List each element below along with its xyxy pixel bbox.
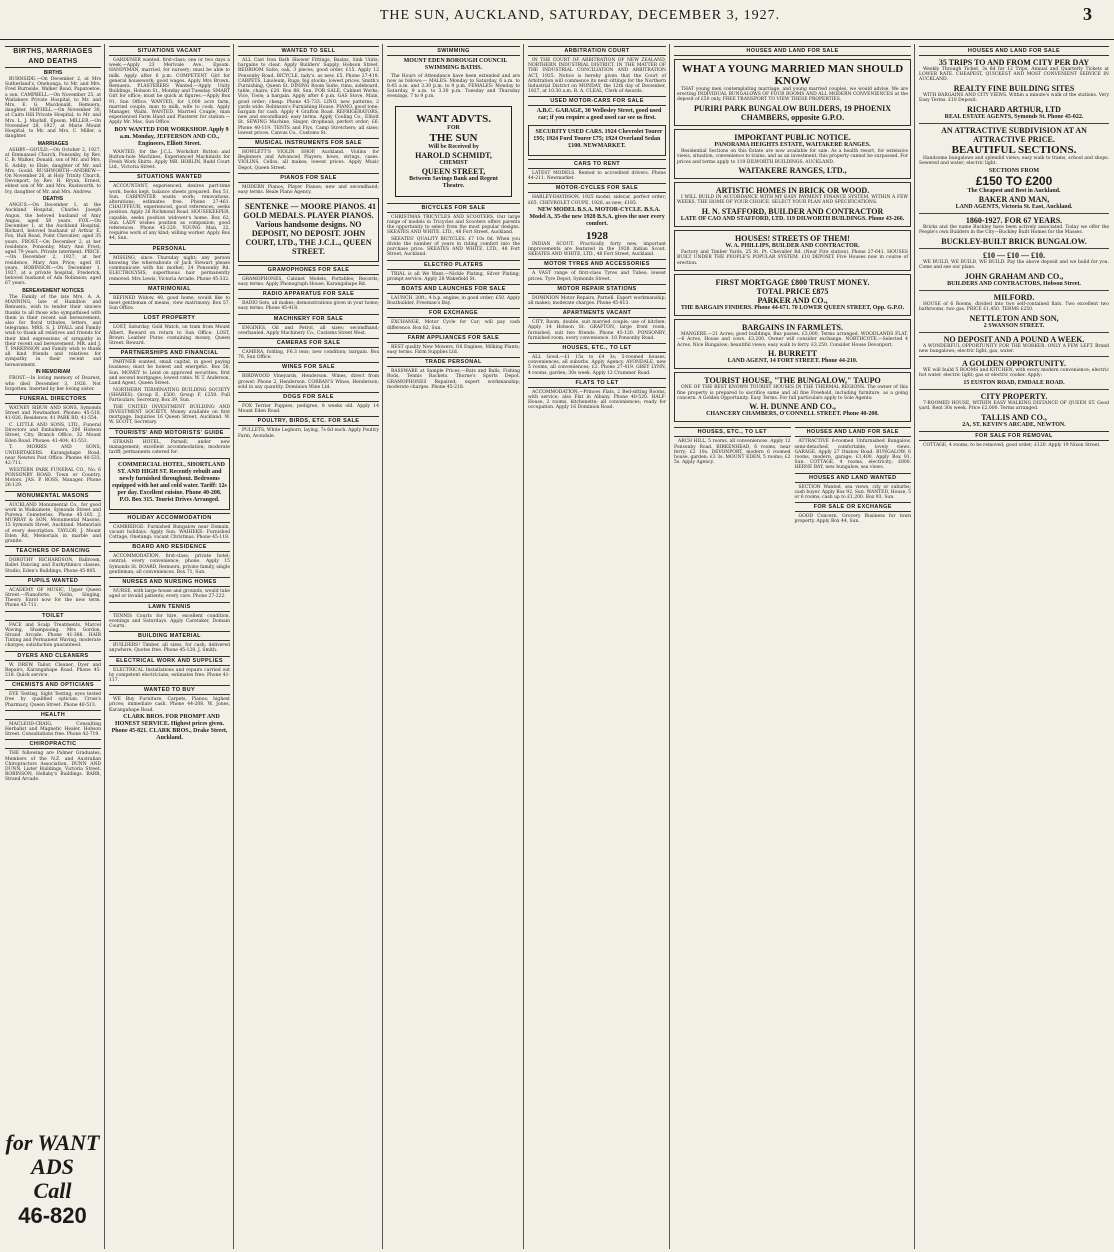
section-heading: BUILDING MATERIAL — [109, 631, 230, 641]
births-text: BURNSIDE.—On December 2, at Mrs Sutherland's, Onehunga, to Mr. and Mrs. Fred Burnside, Walker Road, Papatoetoe, a son. CAMPBELL.—On November 25, at Waitakere Private Hospital, to Mr. and Mrs. E. G. Macdonald, Remuera, daughter. MAYHILL.—On November 30, at Cairn Hill Private Hospital, to Mr. and Mrs. L. J. Mayhill, Epsom. MILLER.—On November 28, 1927, at Marie Mount Hospital, to Mr. and Mrs. C. Miller, a daughter. — [5, 77, 101, 140]
classified-ad: PARTNER wanted, small capital, in good paying business; must be honest and energetic. Box 58, Sun. MONEY to Lend on approved securities, first and second mortgages; lowest rates. W. T. Anderson, Land Agent, Queen Street. — [109, 360, 230, 386]
section-heading: POULTRY, BIRDS, ETC. FOR SALE — [238, 416, 379, 426]
column-6 — [671, 44, 915, 1249]
section-heading: ELECTRICAL WORK AND SUPPLIES — [109, 656, 230, 666]
display-ad: MOUNT EDEN BOROUGH COUNCIL SWIMMING BATHS. — [403, 58, 508, 71]
display-headline: BARGAINS IN FARMLETS. — [742, 323, 843, 333]
classified-ad: CHRISTMAS TRICYCLES AND SCOOTERS. Our large range of models in Tricycles and Scooters offers parents the opportunity to select from the most popular designs. SKEATES AND WHITE, LTD., 48 Fort Street, Auckland. — [387, 214, 520, 236]
display-ad: BUILDERS AND CONTRACTORS, Hobson Street. — [947, 280, 1081, 287]
classified-ad: DOROTHY RICHARDSON, Ballroom, Ballet Dancing and Eurhythmics classes, Studio, Eden's Buildings. Phone 45-805. — [5, 558, 101, 574]
section-heading: HOUSES AND LAND FOR SALE — [674, 46, 911, 56]
classified-ad: INDIAN SCOUT. Practically forty new, important improvements are featured in the 1928 Indian Scout. SKEATES AND WHITE, LTD., 48 Fort Street, Auckland. — [528, 241, 666, 258]
display-ad: SECURITY USED CARS. 1924 Chevrolet Tourer £95; 1924 Ford Tourer £75; 1924 Overland Sedan £100. NEWMARKET. — [533, 129, 663, 150]
section-heading: HOUSES AND LAND FOR SALE — [919, 46, 1109, 56]
classified-ad: Handsome bungalows and splendid views; easy walk to trams, school and shops. Sewered and water; electric light. — [919, 156, 1109, 167]
want-ads-logo-line3: Call — [33, 1178, 72, 1203]
section-heading: RADIO APPARATUS FOR SALE — [238, 289, 379, 299]
section-heading: TOURISTS' AND MOTORISTS' GUIDE — [109, 428, 230, 438]
classified-ad: CAMERA, folding, F6.3 lens; new condition; bargain. Box 76, Sun Office. — [238, 349, 379, 361]
want-ads-logo-line1: for WANT — [5, 1130, 100, 1155]
column-5 — [525, 44, 670, 1249]
display-ad: SECTIONS FROM — [988, 167, 1040, 174]
display-headline: ARTISTIC HOMES IN BRICK OR WOOD. — [715, 186, 870, 196]
divider — [919, 290, 1109, 291]
classified-ad: GARDENER wanted, first-class; one or two days a week.—Apply 23 Merivale Ave., Epsom. HANDYMAN, married, for nursery; must be able to milk. Apply after 6 p.m. COMPETENT Girl for general housework; good wages. Apply Mrs Brown, Remuera. PLASTERERS Wanted.—Apply Unity Buildings, Hobson St., Monday and Tuesday. SMART Girl for office; must be quick at figures.—Apply Box 91, Sun Office. WANTED, for 1,000 acre farm, married couple, man to milk, wife to cook. Apply Manager, Waihi. WANTED, Married Couple, man experienced Farm Hand and Plasterer for station.—Apply Mr. Mac, Sun Office. — [109, 58, 230, 126]
want-advts-title: WANT ADVTS. — [416, 112, 491, 125]
section-heading: DOGS FOR SALE — [238, 392, 379, 402]
classified-ad: HOUSE of 6 Rooms, divided into two self-contained flats. Two excellent two bathrooms, two gas. PRICE £1,450. TERMS £250. — [919, 301, 1109, 312]
page-number: 3 — [1083, 4, 1092, 24]
classified-ad: HARLEY-DAVIDSON, 1925 model, sidecar, perfect order; £65. CHEVROLET COUPE, 1926, as new; £185. — [528, 195, 666, 206]
funeral-ad: T. MORRIS AND SONS, UNDERTAKERS. Karangahape Road, near Newton Post Office. Phones 40-533, 42-711. — [5, 445, 101, 466]
display-ad: The Cheapest and Best in Auckland. — [967, 187, 1061, 194]
classified-ad: EYE Testing, Sight Testing; eyes tested free by qualified optician. Cross's Pharmacy, Queen Street. Phone 40-513. — [5, 692, 101, 708]
classified-ad: WANTED, for the J.C.L. Workshirt Button and Button-hole Machines, Experienced Machinists for Fresh Work Shirts. Apply MR. HOBLIN, Rudd Court Ltd., Victoria Street. — [109, 149, 230, 171]
section-heading: FOR SALE FOR REMOVAL — [919, 431, 1109, 441]
section-heading: FUNERAL DIRECTORS — [5, 394, 101, 404]
section-heading: PARTNERSHIPS AND FINANCIAL — [109, 348, 230, 358]
want-advts-paper: THE SUN — [429, 131, 478, 144]
classified-ad: CAMBRIDGE: Furnished Bungalow near Domain, vacant holidays. Apply Sun. WAIHEKE: Furnished Cottage, Onetangi; vacant Christmas. Phone 45-118. — [109, 524, 230, 541]
classified-ad: Bricks and the name Buckley have been actively associated. Today we offer the People's own Builders in the City—Buckley Built Homes for the Masses. — [919, 224, 1109, 236]
subheading-memoriam: IN MEMORIAM — [35, 369, 71, 376]
display-headline: MILFORD. — [993, 292, 1035, 302]
section-heading: FOR EXCHANGE — [387, 308, 520, 318]
classified-ad: ARCH HILL, 5 rooms, all conveniences. Apply 12 Ponsonby Road. BIRKENHEAD, 6 rooms, near ferry; £2 10s. DEVONPORT, modern 6 roomed house, garden; £3 3s. MOUNT EDEN, 5 rooms; £2 5s. Apply Agency. — [674, 439, 791, 466]
display-headline: REALTY FINE BUILDING SITES — [953, 84, 1075, 94]
display-ad: BAKER AND MAN, — [978, 194, 1050, 204]
section-heading: HOUSES, ETC., TO LET — [674, 427, 791, 437]
display-ad: JOHN GRAHAM AND CO., — [964, 271, 1064, 281]
indian-year: 1928 — [586, 229, 608, 242]
display-ad: NEW MODEL B.S.A. MOTOR-CYCLE. B.S.A. Model A, 35-the new 1928 B.S.A. gives the user every comfort. — [529, 207, 665, 228]
classified-ad: SECTION Wanted, sea views, city or suburbs; cash buyer. Apply Box 92, Sun. WANTED, House, 5 or 6 rooms; cash up to £1,200. Box 93, Sun. — [794, 484, 911, 501]
classified-ad: THAT young men contemplating marriage, and young married couples, we would advise. We are erecting INDIVIDUAL BUNGALOWS OF FOUR ROOMS AND ALL MODERN CONVENIENCES at the deposit of £50 only. FREE TRANSPORT TO VIEW THESE PROPERTIES. — [677, 87, 908, 103]
classified-ad: HOWLETT'S VIOLIN SHOP, Auckland. Violins for Beginners and Advanced Players; bows, strings, cases. VIOLINS, Cellos, all makes; lowest prices. Apply Music Depot, Queen Street. — [238, 150, 379, 171]
want-advts-for: FOR — [447, 124, 460, 131]
section-heading: HOLIDAY ACCOMMODATION — [109, 513, 230, 523]
display-ad: COMMERCIAL HOTEL, SHORTLAND ST. AND HIGH ST. Recently rebuilt and newly furnished throughout. Bedrooms equipped with hot and cold water. Tariff: 12s per day. Excellent cuisine. Phone 40-208. P.O. Box 315. Tourist Drives Arranged. — [112, 462, 227, 504]
display-headline: 35 TRIPS TO AND FROM CITY PER DAY — [938, 58, 1090, 67]
classified-ad: ACCOMMODATION, first-class; private hotel; central; every convenience; phone. Apply 15 Symonds St. BOARD, Remuera, private family, single gentleman; all conveniences. Box 71, Sun. — [109, 554, 230, 575]
subheading-bereavement: BEREAVEMENT NOTICES — [22, 288, 84, 295]
panorama-ad — [674, 129, 911, 179]
display-headline: FIRST MORTGAGE £800 TRUST MONEY. — [715, 278, 870, 288]
divider — [919, 389, 1109, 390]
section-heading: TEACHERS OF DANCING — [5, 546, 101, 556]
display-ad: A.B.C. GARAGE, 30 Wellesley Street, good used car; if you require a good used car see us first. — [536, 108, 662, 122]
classified-ad: AUCKLAND Monumental Co., for good work in Waikumete, Symonds Street and Purewa Cemeteries. Phone 45-105. J. MURRAY & SON, Monumental Masons, 15 Symonds Street, Auckland. Memorials of every description. TAYLOR, J. Mount Eden Rd, Memorials in marble and granite. — [5, 502, 101, 544]
display-headline: NO DEPOSIT AND A POUND A WEEK. — [943, 334, 1085, 344]
funeral-ad: WATNEY SIBUN AND SONS, Symonds Street and Newmarket. Phones: 45-518, 41-026. Residence, 41 PARK RD, 41-554. — [5, 405, 101, 422]
section-heading: MATRIMONIAL — [109, 284, 230, 294]
section-heading: HEALTH — [5, 710, 101, 720]
display-headline: IMPORTANT PUBLIC NOTICE. — [734, 133, 851, 143]
section-heading: PERSONAL — [109, 244, 230, 254]
section-heading: USED MOTOR-CARS FOR SALE — [528, 96, 666, 106]
section-heading: MUSICAL INSTRUMENTS FOR SALE — [238, 138, 379, 148]
burrett-ad — [674, 319, 911, 369]
classified-ad: Factory and Timber Yards, 25 St. Pt. Chevalier Rd. (Near Fire station). Phone 27-641. HOUSES BUILT UNDER THE PEOPLE'S POPULAR SYSTEM. £10 DEPOSIT. Five Houses now in course of erection. — [677, 250, 908, 266]
classified-ad: MANGERE.—21 Acres; good buildings. Bus passes. £3,000, Terms arranged. WOODLANDS FLAT.—6 Acres, House and cows. £3,200. Owner will consider exchange. NORTHCOTE.—Selected 4 Acres. Nice Bungalow; beautiful views; easy walk to ferry. £3,250. Consider House Devonport. — [677, 332, 908, 348]
classified-ad: STRAND HOTEL, Parnell, under new management; excellent accommodation; moderate tariff; permanents catered for. — [109, 439, 230, 455]
section-heading: HOUSES, ETC., TO LET — [528, 343, 666, 353]
married-man-ad — [674, 59, 911, 126]
classified-ad: PULLETS, White Leghorn, laying, 7s 6d each. Apply Poultry Farm, Avondale. — [238, 428, 379, 439]
classified-ad: ONE OF THE BEST KNOWN TOURIST HOUSES IN THE THERMAL REGIONS. The owner of this fine property is prepared to sacrifice same and all fine Freehold, including furniture, as a going concern. A Golden Opportunity. Easy Terms. For full particulars apply to Sole Agents: — [677, 385, 908, 401]
classified-ad: REFINED Widow, 40, good home, would like to meet gentleman of means, view matrimony. Box 57, Sun Office. — [109, 295, 230, 312]
classified-ad: ACADEMY OF MUSIC, Upper Queen Street.—Pianoforte, Violin, Singing, Theory. Enrol now for the new term. Phone 45-711. — [5, 587, 101, 609]
bereavement-text: The Family of the late Mrs. A. A. MANNING, late of Hamilton and Remuera, wish to tender their sincere thanks to all those who sympathised with them in their recent sad bereavement, also for floral tributes, letters, and telegrams. MRS. S. J. DYALL and Family wish to thank all relatives and friends for their kind expressions of sympathy in their recent sad bereavement. MR. and J. T. PARKINSON and Family wish to thank all kind friends and relatives for sympathy in their recent sad bereavement. — [5, 295, 101, 368]
classified-ad: IN THE COURT OF ARBITRATION OF NEW ZEALAND, NORTHERN INDUSTRIAL DISTRICT. IN THE MATTER OF THE INDUSTRIAL CONCILIATION AND ARBITRATION ACT, 1925. Notice is hereby given that the Court of Arbitration will commence its next sittings for the Northern Industrial District on MONDAY, the 12th day of December, 1927, at 10.30 a.m. R. A. CLEAL, Clerk of Awards. — [528, 58, 666, 95]
classified-ad: RADIO Sets, all makes; demonstrations given in your home; easy terms. Phone 45-418. — [238, 301, 379, 312]
section-heading: WINES FOR SALE — [238, 362, 379, 372]
section-heading: DYERS AND CLEANERS — [5, 651, 101, 661]
classified-ad: The Hours of Attendance have been extended and are now as follows:— MALES: Monday to Saturday, 6 a.m. to 8.45 a.m. and 3.30 p.m. to 9 p.m. FEMALES: Monday to Saturday, 9 a.m. to 3.30 p.m. Tuesday and Thursday evenings, 7 to 9 p.m. — [387, 73, 520, 100]
section-heading: WANTED TO BUY — [109, 685, 230, 695]
classified-ad: COTTAGE, 4 rooms, to be removed; good order; £120. Apply 19 Nixon Street. — [923, 442, 1101, 448]
column-3 — [235, 44, 383, 1249]
classified-ad: NURSE, with large house and grounds, would take aged or invalid patients; every care. Phone 27-222. — [109, 589, 230, 600]
section-heading: CARS TO RENT — [528, 159, 666, 169]
subheading-births: BIRTHS — [43, 70, 63, 76]
classified-ad: ENGINES, Oil and Petrol, all sizes; secondhand; overhauled. Apply Machinery Co., Customs Street West. — [238, 325, 379, 336]
section-heading: APARTMENTS VACANT — [528, 308, 666, 318]
display-ad: 15 EUSTON ROAD, EMDALE ROAD. — [963, 379, 1065, 386]
display-ad: 2A, ST. KEVIN'S ARCADE, NEWTON. — [962, 421, 1066, 428]
section-heading: PIANOS FOR SALE — [238, 173, 379, 183]
classified-ad: ACCOMMODATION.—Princes Flats, 2 Bed-sitting Rooms, with service; also Flat in Albany. Phone 40-520. HALF-House, 2 rooms, kitchenette; all conveniences; ready for occupation. Apply 16 Dominion Road. — [528, 389, 666, 411]
section-heading: SITUATIONS WANTED — [109, 172, 230, 182]
section-heading: BOATS AND LAUNCHES FOR SALE — [387, 284, 520, 294]
classified-ad: WE BUILD, WE BUILD, WE BUILD. Pay the above deposit and we build for you. Come and see our plans. — [919, 259, 1109, 271]
classified-ad: BUILDERS! Timber, all sizes, for cash; delivered anywhere. Quotes free. Phone 45-120. J. Smith. — [109, 643, 230, 654]
classified-ad: FOX Terrier Puppies, pedigree, 8 weeks old. Apply 14 Mount Eden Road. — [238, 404, 379, 415]
section-heading: CAMERAS FOR SALE — [238, 338, 379, 348]
display-ad: LATE OF CAO AND STAFFORD, LTD. 119 DILWORTH BUILDINGS. Phone 43-266. — [680, 216, 905, 223]
classified-ad: WITH BARGAINS AND CITY VIEWS. Within a minute's walk of the stations. Very Easy Terms. £10 Deposit. — [919, 93, 1109, 104]
classified-ad: LAUNCH, 20ft., 4 h.p. engine, in good order; £50. Apply Boatbuilder, Freeman's Bay. — [387, 296, 520, 307]
display-ad: 2 SWANSON STREET. — [983, 322, 1045, 329]
section-heading: FARM APPLIANCES FOR SALE — [387, 333, 520, 343]
classified-ad: MODERN Pianos, Player Pianos; new and secondhand; easy terms. Beale Piano Agency. — [238, 184, 379, 196]
classified-ad: ALL Good.—£1 15s to £4 3s; 5-roomed houses, conveniences, all suburbs. Apply Agency. AVONDALE, new 5 rooms, all conveniences; £2. Phone 27-419. GREY LYNN, 4 rooms, garden; 30s week. Apply 12 Crummer Road. — [528, 354, 666, 376]
display-headline: HOUSES! STREETS OF THEM! — [735, 234, 850, 244]
section-heading: BOARD AND RESIDENCE — [109, 542, 230, 552]
display-headline: BUCKLEY-BUILT BRICK BUNGALOW. — [941, 236, 1087, 246]
section-heading: CHIROPRACTIC — [5, 739, 101, 749]
column-6-left — [674, 425, 791, 526]
section-heading: SITUATIONS VACANT — [109, 46, 230, 56]
column-6-right — [795, 425, 912, 526]
display-ad: W. A. PHILLIPS, BUILDER AND CONTRACTOR. — [725, 243, 860, 250]
section-heading: MACHINERY FOR SALE — [238, 314, 379, 324]
column-2 — [106, 44, 234, 1249]
funeral-ad: WESTERN PARK FUNERAL CO., No. 6 PONSONBY ROAD. Town or Country, Motors. JAS. P. ROSS, Manager. Phone 26-129. — [5, 467, 101, 489]
section-heading: MOTOR REPAIR STATIONS — [528, 284, 666, 294]
section-heading: HOUSES AND LAND FOR SALE — [795, 427, 912, 437]
masthead-title: THE SUN, AUCKLAND, SATURDAY, DECEMBER 3, 1927. — [379, 8, 781, 23]
classified-ad: CITY, Room, double, suit married couple; use of kitchen. Apply 14 Hobson St. GRAFTON, large front room, furnished, suit two friends. Phone 45-120. PONSONBY, furnished room, every convenience. 18 Ponsonby Road. — [528, 320, 666, 341]
display-ad: PARKER AND CO., — [757, 296, 828, 306]
section-heading: FOR SALE OR EXCHANGE — [795, 502, 912, 512]
display-headline: CITY PROPERTY. — [980, 391, 1048, 401]
column-4 — [384, 44, 524, 1249]
want-advts-name: HAROLD SCHMIDT, — [415, 150, 492, 160]
display-ad: CHANCERY CHAMBERS, O'CONNELL STREET. Phone 40-208. — [706, 411, 879, 418]
display-headline: 1860-1927. FOR 67 YEARS. — [965, 215, 1063, 225]
classified-ad: THE following are Palmer Graduates, Members of the N.Z. and Australian Chiropractors Association. DUNN AND DUNN, Lister Buildings, Victoria Street. ROBINSON, Hellaby's Buildings. BARR, Strand Arcade. — [5, 751, 101, 783]
display-subhead: PANORAMA HEIGHTS ESTATE, WAITAKERE RANGES. — [714, 142, 871, 149]
classified-ad: GRAMOPHONES, Cabinet Models, Portables; Records; easy terms. Apply Phonograph House, Karangahape Rd. — [238, 276, 379, 287]
want-ads-phone: 46-820 — [18, 1203, 87, 1228]
subheading-marriages: MARRIAGES — [37, 140, 69, 147]
display-ad: RICHARD ARTHUR, LTD — [967, 105, 1061, 115]
classified-ad: BEST quality New Mowers, Oil Engines, Milking Plants; easy terms. Farm Supplies Ltd. — [387, 344, 520, 356]
want-advts-box — [395, 106, 512, 197]
section-heading: GRAMOPHONES FOR SALE — [238, 265, 379, 275]
display-headline: £10 — £10 — £10. — [983, 250, 1045, 260]
section-heading: FLATS TO LET — [528, 378, 666, 388]
display-headline: BEAUTIFUL SECTIONS. — [951, 144, 1077, 157]
classified-ad: MACLEOD-CRAIG, Consulting Herbalist and Magnetic Healer, Hobson Street. Consultations free. Phone 42-719. — [5, 721, 101, 738]
classified-ad: THE UNITED INVESTMENT BUILDING AND INVESTMENT SOCIETY. Money available on first mortgage. Inquiries 16 Queen Street, Auckland. W. W. SCOTT, Secretary. — [109, 404, 230, 426]
column-1 — [2, 44, 105, 1249]
classified-ad: A WONDERFUL OPPORTUNITY FOR THE WORKER. ONLY A FEW LEFT. Brand new bungalows; electric light, gas, water. — [919, 343, 1109, 354]
deaths-text: ANGUS.—On December 1, at the Auckland Hospital, Charles Joseph Angus, the beloved husband of Amy Angus; aged 58 years. FOX.—On December 1, at the Auckland Hospital, Richard, beloved husband of Arthur E. Fox, Hull Road, Point Chevalier; aged 35 years. FROST.—On December 2, at her residence, Ponsonby, Mary Ann Frost; aged 79 years. Private interment. PRICE.—On December 2, 1927, at her residence, Mary Ann Price; aged 81 years. ROBINSON.—On December 1, 1927, at a private hospital, Frederick, beloved husband of Ada Robinson; aged 67 years. — [5, 203, 101, 287]
want-ads-logo-line2: ADS — [31, 1154, 74, 1179]
divider — [919, 332, 1109, 333]
divider — [919, 356, 1109, 357]
display-ad: H. BURRETT — [768, 349, 817, 359]
display-headline: TOURIST HOUSE, "THE BUNGALOW," TAUPO — [704, 376, 881, 386]
classified-ad: ELECTRICAL Installations and repairs carried out by competent electricians; estimates free. Phone 41-117. — [109, 667, 230, 683]
memoriam-text: FROST.—In loving memory of Dearest, who died December 3, 1926. Not forgotten. Inserted by her loving sister. — [5, 376, 101, 392]
display-ad: H. N. STAFFORD, BUILDER AND CONTRACTOR — [701, 207, 884, 217]
security-cars-ad — [528, 125, 666, 156]
classified-ad: Weekly Through Ticket, 3s 6d for 12 Trips. Annual and Quarterly Tickets at LOWER RATE. CHEAPEST, QUICKEST AND MOST CONVENIENT SERVICE IN AUCKLAND. — [919, 67, 1109, 83]
display-headline: WHAT A YOUNG MARRIED MAN SHOULD KNOW — [681, 63, 904, 87]
classified-ad: SKEATES' QUALITY BICYCLES. £7 10s 0d. When you divide the number of years in riding comfort into the purchase price. SKEATES AND WHITE, LTD., 48 Fort Street, Auckland. — [387, 236, 520, 258]
want-advts-role: CHEMIST — [439, 159, 468, 166]
classified-ad: DOMINION Motor Repairs, Parnell. Expert workmanship; all makes; moderate charges. Phone 45-813. — [528, 295, 666, 306]
section-heading: TOILET — [5, 611, 101, 621]
classified-ad: WE Buy Furniture, Carpets, Pianos; highest prices; immediate cash. Phone 44-208. W. Jones, Karangahape Road. — [109, 697, 230, 713]
classified-ad: TENNIS Courts for hire, excellent condition, evenings and Saturdays. Apply Caretaker, Domain Courts. — [109, 613, 230, 629]
display-ad: BOY WANTED FOR WORKSHOP. Apply 9 a.m. Monday, JEFFERSON AND CO., Engineers, Elliott Street. — [114, 127, 229, 148]
section-heading: ELECTRO PLATERS — [387, 260, 520, 270]
section-heading: BIRTHS, MARRIAGES AND DEATHS — [5, 46, 101, 68]
sentenke-piano-ad — [238, 198, 379, 262]
parker-ad — [674, 274, 911, 316]
classified-ad: 7-ROOMED HOUSE, WITHIN EASY WALKING DISTANCE OF QUEEN ST. Good yard, Rent 30s week. Price £2,000. Terms arranged. — [919, 400, 1109, 412]
display-ad: WAITAKERE RANGES, LTD., — [738, 166, 847, 176]
display-ad: TALLIS AND CO., — [981, 412, 1047, 422]
classified-ad: NORTHERN TERMINATING BUILDING SOCIETY (SHARES). Group E, £500. Group F, £250. Full Particulars, Secretary, Box 39, Sun. — [109, 387, 230, 404]
display-ad: NETTLETON AND SON, — [969, 313, 1059, 323]
classified-ad: BASSWARE at Sample Prices.—Bats and Balls, Fishing Rods, Tennis Rackets. Thorne's Sports Depot. GRAMOPHONES Repaired; expert workmanship; moderate charges. Phone 45-218. — [387, 369, 520, 390]
classified-ad: LOST, Saturday, Gold Watch, on tram from Mount Albert. Reward on return to Sun Office. LOST, Brown Leather Purse containing money, Queen Street. Reward. — [109, 325, 230, 346]
display-ad: TOTAL PRICE £875 — [756, 287, 829, 297]
section-heading: NURSES AND NURSING HOMES — [109, 577, 230, 587]
display-ad: W. H. DUNNE AND CO., — [749, 402, 836, 412]
divider — [919, 248, 1109, 249]
masthead — [0, 0, 1114, 40]
classified-ad: I WILL BUILD IN ACCORDANCE WITH MY EASY PAYMENT FINANCE SYSTEM, WITHIN A FEW WEEKS, THE HOME OF YOUR CHOICE. SELECT YOUR PLAN AND SPECIFICATIONS. — [677, 195, 908, 206]
want-advts-will: Will be Received by — [428, 143, 479, 150]
display-ad: THE BARGAIN FINDERS. Phone 44-671. 70 LOWER QUEEN STREET, Opp. G.P.O. — [680, 305, 905, 312]
classified-ad: BIRDWOOD Vineyards, Henderson. Wines, direct from grower. Phone 2, Henderson. CORBAN'S Wines, Henderson; sold in any quantity. Dominion Wine Ltd. — [238, 374, 379, 390]
tourist-house-ad — [674, 372, 911, 422]
display-headline: AN ATTRACTIVE SUBDIVISION AT AN ATTRACTIVE PRICE. — [941, 126, 1087, 145]
display-ad: PURIRI PARK BUNGALOW BUILDERS, 19 PHOENIX CHAMBERS, opposite G.P.O. — [693, 104, 892, 123]
classified-ad: ALL Cast Iron Bath Shower Fittings, Basins, Sink Units; bargains to clear. Apply Builders' Supply, Hobson Street. BEDROOM Suite, oak, 3 pieces, good order, £15. Apply 12 Ponsonby Road. BICYCLE, lady's, as new, £5. Phone 27-418. CARPETS, Linoleum, Rugs; big stocks; lowest prices. Smith's Furnishing, Queen St. DINING Room Suite, rimu, sideboard, table, chairs; £20. Box 88, Sun. FOR SALE, Cabinet Works; Vice, Tools; a bargain. Apply after 6 p.m. GAS Stove, Main, good order; cheap. Phone 45-733. LINO, new patterns, 2 yards wide. Robinson's Furnishing House. PIANO, good tone; bargain for cash. Apply 4 Grafton Road. REFRIGERATORS, new and secondhand; easy terms. Apply Cooling Co., Elliott St. SEWING Machine, Singer, drophead; perfect order; £6. Phone 40-119. TENTS and Flys, Camp Stretchers; all sizes; lowest prices. Canvas Co., Customs St. — [238, 58, 379, 136]
section-heading: MONUMENTAL MASONS — [5, 491, 101, 501]
section-heading: ARBITRATION COURT — [528, 46, 666, 56]
section-heading: HOUSES AND LAND WANTED — [795, 473, 912, 483]
section-heading: TRADE PERSONAL — [387, 357, 520, 367]
classified-ad: WE will build 5 ROOMS and KITCHEN, with every modern convenience; electric hot water, electric light; gas or electric cooker. Apply: — [919, 368, 1109, 379]
display-ad: SENTENKE — MOORE PIANOS. 41 GOLD MEDALS. PLAYER PIANOS. Various handsome designs. NO DEPOSIT, NO DEPOSIT. JOHN COURT, LTD., THE J.C.L., QUEEN STREET. — [243, 202, 376, 257]
divider — [919, 123, 1109, 124]
want-advts-place: QUEEN STREET, — [421, 166, 486, 176]
classified-ad: GOOD Concern, Grocery Business for town property. Apply Box 44, Sun. — [794, 514, 911, 525]
price-range: £150 TO £200 — [975, 173, 1053, 188]
classified-ad: FACE and Scalp Treatments, Marcel Waving, Shampooing. Mrs Gordon, Strand Arcade. Phone 41-388. HAIR Tinting and Permanent Waving, moderate charges; satisfaction guaranteed. — [5, 622, 101, 649]
column-6-split — [674, 425, 911, 526]
display-ad: REAL ESTATE AGENTS, Symonds St. Phone 45-022. — [944, 114, 1084, 121]
phillips-ad — [674, 230, 911, 271]
section-heading: WANTED TO SELL — [238, 46, 379, 56]
section-heading: MOTOR-CYCLES FOR SALE — [528, 183, 666, 193]
display-ad: LAND AGENTS, Victoria St. East, Auckland. — [955, 203, 1073, 210]
classified-ad: ATTRACTIVE 6-roomed Unfurnished Bungalow, semi-detached, comfortable, lovely views. GARAGE. Apply 27 Onslow Road. BUNGALOW, 6 rooms, modern, garage; £1,400. Apply Box 91, Sun. COTTAGE, 4 rooms, electricity; £800. HERNE BAY, new bungalow, sea views. — [794, 439, 911, 471]
classified-ad: Residential Sections on this Estate are now available for sale. As a health resort, for extensive views, situation, convenience to trains, and as an investment, this property cannot be surpassed. For prices and terms apply to 119 DILWORTH BUILDINGS, AUCKLAND. — [677, 149, 908, 165]
section-heading: LOST PROPERTY — [109, 313, 230, 323]
section-heading: SWIMMING — [387, 46, 520, 56]
classified-ad: MISSING, since Thursday night: any person knowing the whereabouts of Jack Stewart please communicate with his mother, 24 Ponsonby Rd. ELECTROLYSIS, superfluous hair permanently removed. Mrs Lewis, Victoria Arcade. Phone 45-332. — [109, 255, 230, 282]
stafford-ad — [674, 182, 911, 227]
subheading-deaths: DEATHS — [42, 196, 64, 203]
column-7 — [916, 44, 1112, 1249]
commercial-hotel-ad — [109, 458, 230, 510]
marriages-text: ASHBY—GOULD.—On October 2, 1927, at Emmanuel Church, Ponsonby, by Rev. C. B. Walker, Donald, son of Mr. and Mrs. E. Ashby, to Elsie, daughter of Mr. and Mrs. Gould. RUSHWORTH—ANDREW.—On November 26, at Holy Trinity Church, Devonport, by Rev. H. Bryan, Ernest, eldest son of Mr. and Mrs. Rushworth, to Ivy, daughter of Mr. and Mrs. Andrew. — [5, 147, 101, 195]
classified-ad: A VAST range of first-class Tyres and Tubes; lowest prices. Tyre Depot, Symonds Street. — [528, 271, 666, 282]
section-heading: BICYCLES FOR SALE — [387, 203, 520, 213]
classified-ad: EXCHANGE, Motor Cycle for Car; will pay cash difference. Box 82, Sun. — [387, 320, 520, 331]
display-ad: LAND AGENT, 14 FORT STREET. Phone 44-210. — [727, 358, 858, 365]
classified-ad: ACCOUNTANT, experienced, desires part-time work, books kept, balance sheets prepared. Box 51, Sun. CARPENTER wants work; renovations, alterations; estimates free. Phone 27-461. CHAUFFEUR, experienced, good references, seeks position. Apply 26 Richmond Road. HOUSEKEEPER, capable, seeks position widower's home. Box 62, Sun. LADY wishes position as companion; good references. Phone 45-220. YOUNG Man, 22, requires work of any kind; willing worker. Apply Box 44, Sun. — [109, 184, 230, 242]
want-ads-logo — [4, 1131, 101, 1241]
section-heading: LAWN TENNIS — [109, 602, 230, 612]
classified-ad: TRIAL is all We Want.—Nickle Plating, Silver Plating; prompt service. Apply 28 Wakefield St. — [387, 271, 520, 282]
section-heading: PUPILS WANTED — [5, 576, 101, 586]
display-headline: A GOLDEN OPPORTUNITY. — [961, 359, 1067, 369]
display-ad: CLARK BROS. FOR PROMPT AND HONEST SERVICE. Highest prices given. Phone 45-821. CLARK BROS., Drake Street, Auckland. — [111, 714, 228, 742]
divider — [919, 213, 1109, 214]
classified-ad: W. DREW, Tailor, Cleaner, Dyer and Repairs, Karangahape Road. Phone 45-218. Quick service. — [5, 662, 101, 678]
want-advts-location: Between Savings Bank and Regent Theatre. — [409, 175, 498, 189]
section-heading: CHEMISTS AND OPTICIANS — [5, 680, 101, 690]
classified-ad: LATEST MODELS. Rented to accredited drivers. Phone 44-211. Newmarket. — [528, 170, 666, 182]
section-heading: MOTOR TYRES AND ACCESSORIES — [528, 259, 666, 269]
funeral-ad: C. LITTLE AND SONS, LTD., Funeral Directors and Embalmers, 200 Hobson Street, City. Branch Office, 32 Mount Eden Road. Phones: 41-404, 41-551. — [5, 423, 101, 444]
